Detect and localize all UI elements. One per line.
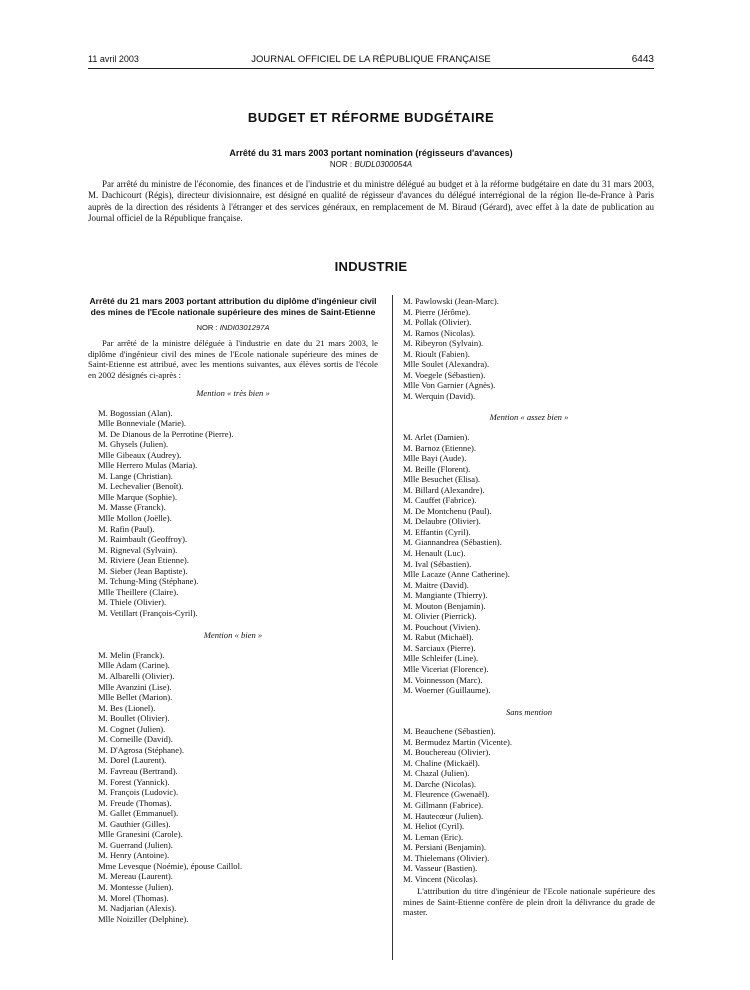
list-item: M. Vasseur (Bastien). — [403, 863, 478, 874]
header-page-number: 6443 — [631, 54, 654, 65]
list-item: M. Bes (Lionel). — [98, 702, 156, 713]
list-item: M. Favreau (Bertrand). — [98, 765, 178, 776]
nor-code: INDI0301297A — [219, 323, 270, 332]
list-item: M. Rioult (Fabien). — [403, 348, 470, 359]
list-item: M. Thielemans (Olivier). — [403, 852, 490, 863]
list-item: M. Gallet (Emmanuel). — [98, 808, 179, 819]
list-item: Mlle Besuchet (Elisa). — [403, 474, 481, 485]
list-item: Mlle Noiziller (Delphine). — [98, 913, 189, 924]
list-item: M. Pierre (Jérôme). — [403, 306, 471, 317]
list-item: M. Gillmann (Fabrice). — [403, 799, 484, 810]
list-item: Mme Levesque (Noémie), épouse Caillol. — [98, 860, 243, 871]
list-item: M. Billard (Alexandre). — [403, 484, 485, 495]
list-item: Mlle Soulet (Alexandra). — [403, 359, 490, 370]
list-item: M. Morel (Thomas). — [98, 892, 169, 903]
list-item: M. De Montchenu (Paul). — [403, 505, 492, 516]
list-item: M. De Dianous de la Perrotine (Pierre). — [98, 428, 234, 439]
list-item: M. Beille (Florent). — [403, 463, 471, 474]
list-item: M. Forest (Yannick). — [98, 776, 170, 787]
list-item: M. Woerner (Guillaume). — [403, 685, 491, 696]
list-item: M. Ribeyron (Sylvain). — [403, 338, 484, 349]
mention-heading-bien: Mention « bien » — [203, 630, 263, 641]
list-item: M. Pollak (Olivier). — [403, 317, 472, 328]
list-item: M. Ghysels (Julien). — [98, 439, 169, 450]
mention-heading-tres-bien: Mention « très bien » — [196, 388, 270, 398]
list-item: M. Mereau (Laurent). — [98, 871, 173, 882]
list-item: Mlle Bonneviale (Marie). — [98, 418, 187, 429]
list-item: Mlle Herrero Mulas (Maria). — [98, 460, 198, 471]
section-title-budget: BUDGET ET RÉFORME BUDGÉTAIRE — [247, 110, 495, 125]
list-item: M. Werquin (David). — [403, 390, 476, 401]
list-item: M. Bermudez Martin (Vicente). — [403, 736, 513, 747]
list-item: M. Ival (Sébastien). — [403, 558, 472, 569]
list-item: M. Cauffet (Fabrice). — [403, 495, 477, 506]
list-item: M. Nadjarian (Alexis). — [98, 903, 177, 914]
list-item: M. Barnoz (Etienne). — [403, 442, 477, 453]
list-item: Mlle Bayi (Aude). — [403, 453, 467, 464]
list-item: M. Sieber (Jean Baptiste). — [98, 565, 188, 576]
list-item: M. Fleurence (Gwenaël). — [403, 789, 490, 800]
list-item: M. Montesse (Julien). — [98, 881, 174, 892]
nor-code: BUDL0300054A — [354, 160, 413, 169]
list-item: M. Freude (Thomas). — [98, 797, 172, 808]
list-item: M. Guerrand (Julien). — [98, 839, 173, 850]
list-item: M. Raimbault (Geoffroy). — [98, 534, 188, 545]
list-item: Mlle Marque (Sophie). — [98, 491, 177, 502]
decree-nor-budget — [88, 160, 654, 169]
names-list-bien-continued — [403, 296, 655, 401]
list-item: M. Delaubre (Olivier). — [403, 516, 481, 527]
list-item: M. Mangiante (Thierry). — [403, 590, 488, 601]
list-item: M. Voinnesson (Marc). — [403, 674, 483, 685]
list-item: M. D'Agrosa (Stéphane). — [98, 744, 185, 755]
list-item: M. Effantin (Cyril). — [403, 526, 471, 537]
list-item: M. Lechevalier (Benoît). — [98, 481, 184, 492]
list-item: M. Maitre (David). — [403, 579, 469, 590]
list-item: M. Rigneval (Sylvain). — [98, 544, 178, 555]
list-item: M. Hautecœur (Julien). — [403, 810, 484, 821]
list-item: Mlle Lacaze (Anne Catherine). — [403, 569, 510, 580]
list-item: M. Heliot (Cyril). — [403, 821, 465, 832]
list-item: M. Vetillart (François-Cyril). — [98, 607, 198, 618]
list-item: M. Ramos (Nicolas). — [403, 327, 476, 338]
nor-label: NOR : — [196, 323, 220, 332]
list-item: M. Vincent (Nicolas). — [403, 873, 478, 884]
list-item: M. Arlet (Damien). — [403, 431, 470, 442]
names-list-bien — [98, 650, 378, 924]
list-item: M. Sarciaux (Pierre). — [403, 642, 476, 653]
page-header — [88, 54, 654, 68]
list-item: M. Lange (Christian). — [98, 470, 173, 481]
list-item: Mlle Bellet (Marion). — [98, 692, 173, 703]
list-item: M. François (Ludovic). — [98, 787, 179, 798]
header-journal-title: JOURNAL OFFICIEL DE LA RÉPUBLIQUE FRANÇAISE — [251, 54, 491, 65]
list-item: M. Thiele (Olivier). — [98, 597, 167, 608]
list-item: M. Pawlowski (Jean-Marc). — [403, 296, 499, 306]
list-item: Mlle Avanzini (Lise). — [98, 681, 172, 692]
left-column — [88, 296, 378, 936]
list-item: M. Riviere (Jean Etienne). — [98, 555, 189, 566]
list-item: Mlle Viceriat (Florence). — [403, 664, 489, 674]
list-item: M. Darche (Nicolas). — [403, 778, 477, 789]
list-item: M. Chazal (Julien). — [403, 768, 470, 779]
list-item: Mlle Von Garnier (Agnès). — [403, 380, 496, 391]
list-item: M. Henault (Luc). — [403, 547, 466, 558]
list-item: M. Masse (Franck). — [98, 502, 166, 513]
list-item: M. Bogossian (Alan). — [98, 407, 173, 418]
list-item: M. Rabut (Michaël). — [403, 632, 474, 643]
list-item: M. Leman (Eric). — [403, 831, 464, 842]
list-item: M. Mouton (Benjamin). — [403, 600, 486, 611]
list-item: Mlle Schleifer (Line). — [403, 653, 479, 664]
right-column — [403, 296, 655, 917]
decree-title-budget: Arrêté du 31 mars 2003 portant nomination (régisseurs d'avances) — [229, 148, 513, 158]
names-list-assez-bien — [403, 432, 655, 696]
list-item: M. Albarelli (Olivier). — [98, 671, 175, 682]
decree-body-budget: Par arrêté du ministre de l'économie, des finances et de l'industrie et du ministre délégué au budget et à la réforme budgétaire en date du 31 mars 2003, M. Dachicourt (Régis), directeur divisionnaire, est désigné en qualité de régisseur d'avances du délégué interrégional de la région Ile-de-France à Paris auprès de la direction des résidents à l'étranger et des services généraux, en remplacement de M. Biraud (Gérard), avec effet à la date de publication au Journal officiel de la République française. — [88, 179, 654, 223]
section-title-industrie: INDUSTRIE — [334, 259, 408, 274]
list-item: Mlle Granesini (Carole). — [98, 829, 183, 840]
list-item: M. Henry (Antoine). — [98, 850, 170, 861]
list-item: M. Rafin (Paul). — [98, 523, 155, 534]
list-item: M. Tchung-Ming (Stéphane). — [98, 576, 199, 587]
list-item: M. Gauthier (Gilles). — [98, 818, 171, 829]
list-item: Mlle Mollon (Joëlle). — [98, 512, 172, 523]
column-divider — [392, 295, 393, 960]
list-item: M. Chaline (Mickaël). — [403, 757, 480, 768]
closing-paragraph: L'attribution du titre d'ingénieur de l'Ecole nationale supérieure des mines de Saint-Etienne confère de plein droit la délivrance du grade de master. — [403, 886, 655, 917]
list-item: M. Persiani (Benjamin). — [403, 842, 487, 853]
list-item: M. Olivier (Pierrick). — [403, 611, 477, 622]
list-item: M. Bouchereau (Olivier). — [403, 747, 491, 758]
header-divider — [88, 68, 654, 69]
names-list-sans-mention — [403, 726, 655, 884]
list-item: Mlle Theillere (Claire). — [98, 586, 179, 597]
mention-heading-assez-bien: Mention « assez bien » — [489, 412, 569, 423]
list-item: M. Corneille (David). — [98, 734, 173, 745]
list-item: M. Cognet (Julien). — [98, 723, 166, 734]
mention-heading-sans: Sans mention — [505, 706, 553, 717]
list-item: Mlle Adam (Carine). — [98, 660, 170, 671]
decree-body-industrie: Par arrêté de la ministre déléguée à l'industrie en date du 21 mars 2003, le diplôme d'ingénieur civil des mines de l'Ecole nationale supérieure des mines de Saint-Etienne est attribué, avec les mentions suivantes, aux élèves sortis de l'école en 2002 désignés ci-après : — [88, 338, 378, 380]
decree-nor-industrie — [88, 323, 378, 332]
list-item: M. Pouchout (Vivien). — [403, 621, 481, 632]
list-item: M. Dorel (Laurent). — [98, 755, 167, 766]
list-item: M. Boullet (Olivier). — [98, 713, 170, 724]
list-item: M. Melin (Franck). — [98, 649, 165, 660]
nor-label: NOR : — [329, 160, 355, 169]
names-list-tres-bien — [98, 408, 378, 619]
list-item: M. Giannandrea (Sébastien). — [403, 537, 502, 548]
list-item: M. Voegele (Sébastien). — [403, 369, 486, 380]
header-date: 11 avril 2003 — [88, 54, 139, 64]
decree-title-industrie: Arrêté du 21 mars 2003 portant attribution du diplôme d'ingénieur civil des mines de l'Ecole nationale supérieure des mines de Saint-Etienne — [89, 296, 377, 317]
list-item: M. Beauchene (Sébastien). — [403, 726, 496, 737]
list-item: Mlle Gibeaux (Audrey). — [98, 449, 182, 460]
